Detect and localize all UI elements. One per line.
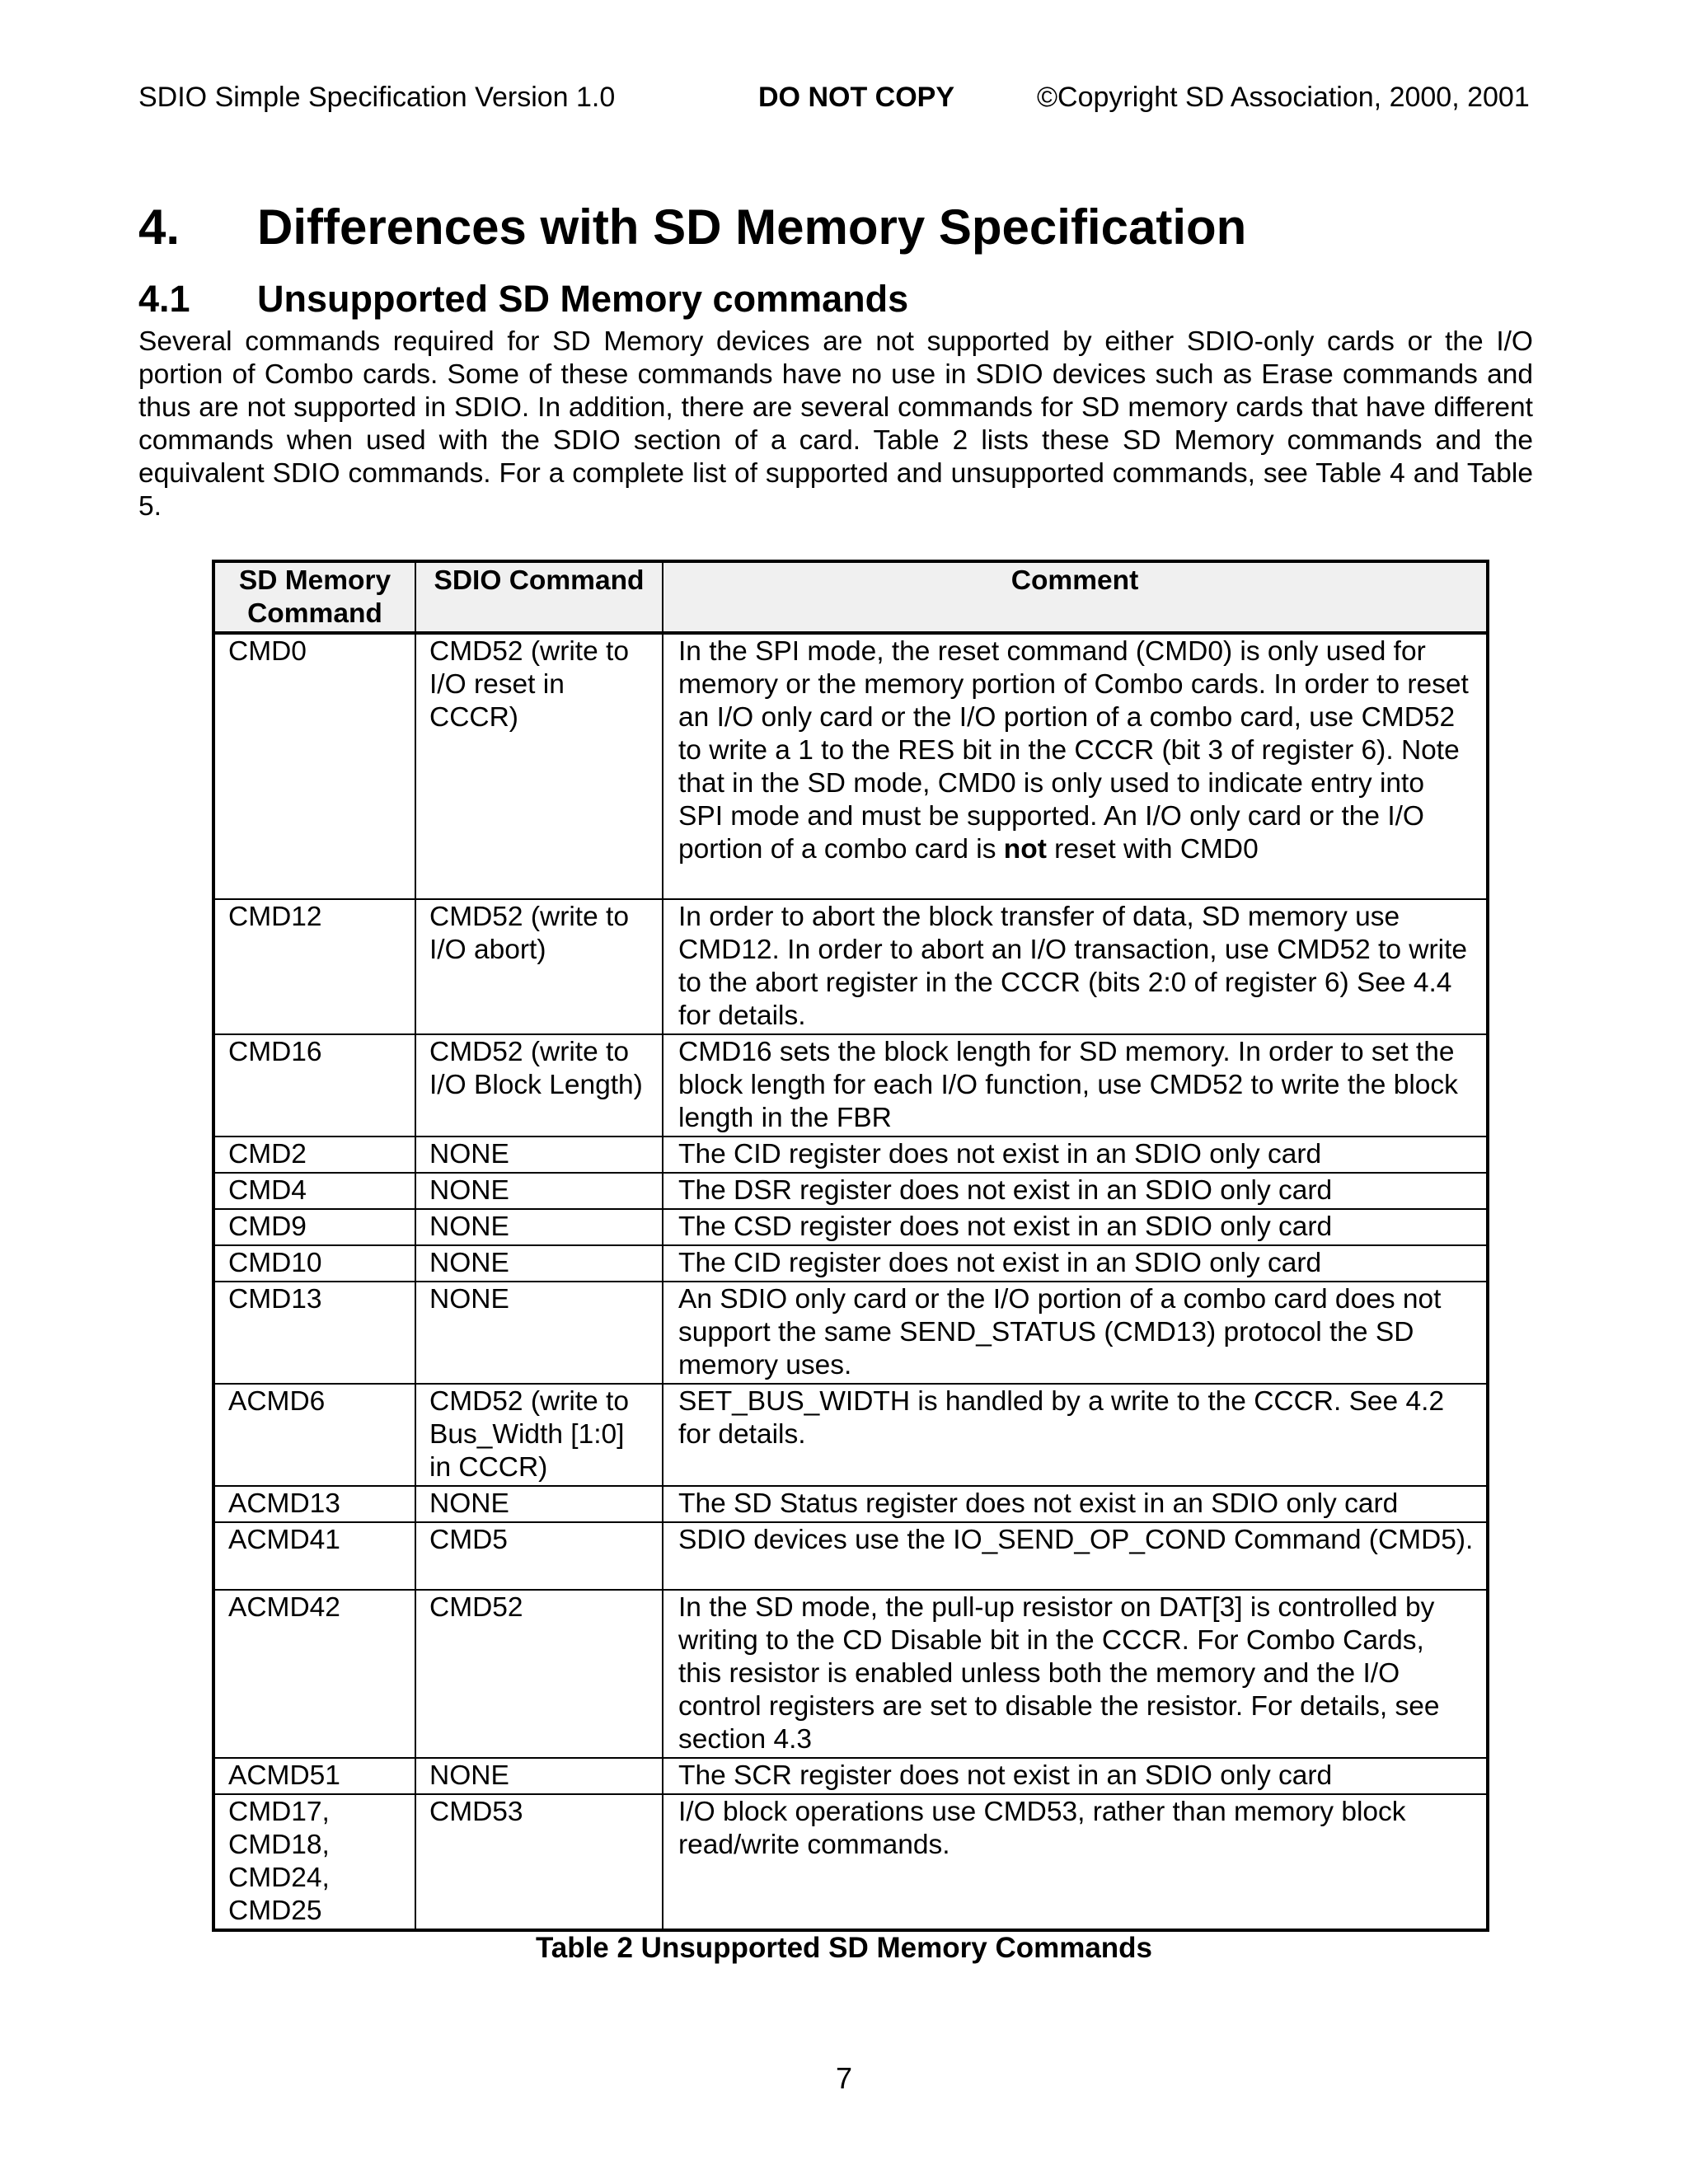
table-row xyxy=(213,1486,1488,1522)
sd-command-cell: CMD4 xyxy=(213,1173,415,1209)
table-row xyxy=(213,1209,1488,1245)
chapter-number: 4. xyxy=(138,199,181,255)
comment-text: In the SPI mode, the reset command (CMD0) is only used for memory or the memory portion of Combo cards. In order to reset an I/O only card or the I/O portion of a combo card, use CMD52 to write a 1 to the RES bit in the CCCR (bit 3 of register 6). Note that in the SD mode, CMD0 is only used to indicate entry into SPI mode and must be supported. An I/O only card or the I/O portion of a combo card is xyxy=(678,636,1469,865)
sdio-command-cell: NONE xyxy=(415,1282,663,1384)
header-comment: Comment xyxy=(663,561,1488,633)
comment-cell: I/O block operations use CMD53, rather than memory block read/write commands. xyxy=(663,1794,1488,1930)
sd-command-cell: ACMD41 xyxy=(213,1522,415,1590)
sdio-command-cell: NONE xyxy=(415,1173,663,1209)
header-do-not-copy: DO NOT COPY xyxy=(758,82,955,113)
sd-command-cell: CMD0 xyxy=(213,633,415,899)
table-row xyxy=(213,1758,1488,1794)
table-row xyxy=(213,1384,1488,1486)
sdio-command-cell: NONE xyxy=(415,1758,663,1794)
sdio-command-cell: CMD53 xyxy=(415,1794,663,1930)
comment-cell: In the SD mode, the pull-up resistor on DAT[3] is controlled by writing to the CD Disable bit in the CCCR. For Combo Cards, this resistor is enabled unless both the memory and the I/O control registers are set to disable the resistor. For details, see section 4.3 xyxy=(663,1590,1488,1758)
sd-command-cell: ACMD6 xyxy=(213,1384,415,1486)
sdio-command-cell: NONE xyxy=(415,1137,663,1173)
table-row xyxy=(213,1282,1488,1384)
header-sdio-command: SDIO Command xyxy=(415,561,663,633)
sd-command-cell: CMD13 xyxy=(213,1282,415,1384)
comment-cell: The CSD register does not exist in an SDIO only card xyxy=(663,1209,1488,1245)
sdio-command-cell: CMD52 (write to I/O abort) xyxy=(415,899,663,1034)
sd-command-cell: CMD17, CMD18, CMD24, CMD25 xyxy=(213,1794,415,1930)
intro-paragraph: Several commands required for SD Memory devices are not supported by either SDIO-only cards or the I/O portion of Combo cards. Some of these commands have no use in SDIO devices such as Erase commands and thus are not supported in SDIO. In addition, there are several commands for SD memory cards that have different commands when used with the SDIO section of a card. Table 2 lists these SD Memory commands and the equivalent SDIO commands. For a complete list of supported and unsupported commands, see Table 4 and Table 5. xyxy=(138,326,1533,522)
table-row xyxy=(213,1590,1488,1758)
header-sd-memory-command: SD Memory Command xyxy=(213,561,415,633)
section-heading xyxy=(138,277,908,321)
comment-cell: SET_BUS_WIDTH is handled by a write to the CCCR. See 4.2 for details. xyxy=(663,1384,1488,1486)
page-header xyxy=(138,79,1550,115)
table-row xyxy=(213,1522,1488,1590)
comment-cell: SDIO devices use the IO_SEND_OP_COND Command (CMD5). xyxy=(663,1522,1488,1590)
sdio-command-cell: NONE xyxy=(415,1245,663,1282)
sd-command-cell: CMD12 xyxy=(213,899,415,1034)
sd-command-cell: CMD9 xyxy=(213,1209,415,1245)
table-row xyxy=(213,1137,1488,1173)
comment-cell: An SDIO only card or the I/O portion of a combo card does not support the same SEND_STATUS (CMD13) protocol the SD memory uses. xyxy=(663,1282,1488,1384)
table-caption: Table 2 Unsupported SD Memory Commands xyxy=(535,1932,1153,1964)
sd-command-cell: CMD10 xyxy=(213,1245,415,1282)
comment-cell xyxy=(663,633,1488,899)
sdio-command-cell: CMD52 xyxy=(415,1590,663,1758)
sdio-command-cell: NONE xyxy=(415,1486,663,1522)
section-title: Unsupported SD Memory commands xyxy=(257,278,909,320)
header-copyright: ©Copyright SD Association, 2000, 2001 xyxy=(1037,82,1530,113)
sd-command-cell: CMD2 xyxy=(213,1137,415,1173)
sdio-command-cell: NONE xyxy=(415,1209,663,1245)
sdio-command-cell: CMD5 xyxy=(415,1522,663,1590)
sd-command-cell: CMD16 xyxy=(213,1034,415,1137)
table-row xyxy=(213,1245,1488,1282)
chapter-title: Differences with SD Memory Specification xyxy=(257,199,1247,255)
sd-command-cell: ACMD51 xyxy=(213,1758,415,1794)
comment-text-tail: reset with CMD0 xyxy=(1046,834,1259,865)
sdio-command-cell: CMD52 (write to I/O reset in CCCR) xyxy=(415,633,663,899)
comment-cell: The CID register does not exist in an SDIO only card xyxy=(663,1137,1488,1173)
sd-command-cell: ACMD42 xyxy=(213,1590,415,1758)
table-row xyxy=(213,633,1488,899)
comment-cell: The SD Status register does not exist in an SDIO only card xyxy=(663,1486,1488,1522)
comment-cell: In order to abort the block transfer of data, SD memory use CMD12. In order to abort an I/O transaction, use CMD52 to write to the abort register in the CCCR (bits 2:0 of register 6) See 4.4 for details. xyxy=(663,899,1488,1034)
sdio-command-cell: CMD52 (write to I/O Block Length) xyxy=(415,1034,663,1137)
table-row xyxy=(213,1794,1488,1930)
table-row xyxy=(213,1173,1488,1209)
comment-cell: The SCR register does not exist in an SDIO only card xyxy=(663,1758,1488,1794)
comment-cell: The CID register does not exist in an SDIO only card xyxy=(663,1245,1488,1282)
table-header-row xyxy=(213,561,1488,633)
header-document-title: SDIO Simple Specification Version 1.0 xyxy=(138,82,616,113)
sdio-command-cell: CMD52 (write to Bus_Width [1:0] in CCCR) xyxy=(415,1384,663,1486)
comment-cell: CMD16 sets the block length for SD memory. In order to set the block length for each I/O function, use CMD52 to write the block length in the FBR xyxy=(663,1034,1488,1137)
unsupported-commands-table xyxy=(212,560,1489,1932)
table-row xyxy=(213,899,1488,1034)
page-number: 7 xyxy=(835,2061,853,2095)
comment-cell: The DSR register does not exist in an SDIO only card xyxy=(663,1173,1488,1209)
chapter-heading xyxy=(138,198,1246,257)
comment-emphasis: not xyxy=(1003,834,1047,865)
section-number: 4.1 xyxy=(138,278,190,320)
sd-command-cell: ACMD13 xyxy=(213,1486,415,1522)
table-row xyxy=(213,1034,1488,1137)
